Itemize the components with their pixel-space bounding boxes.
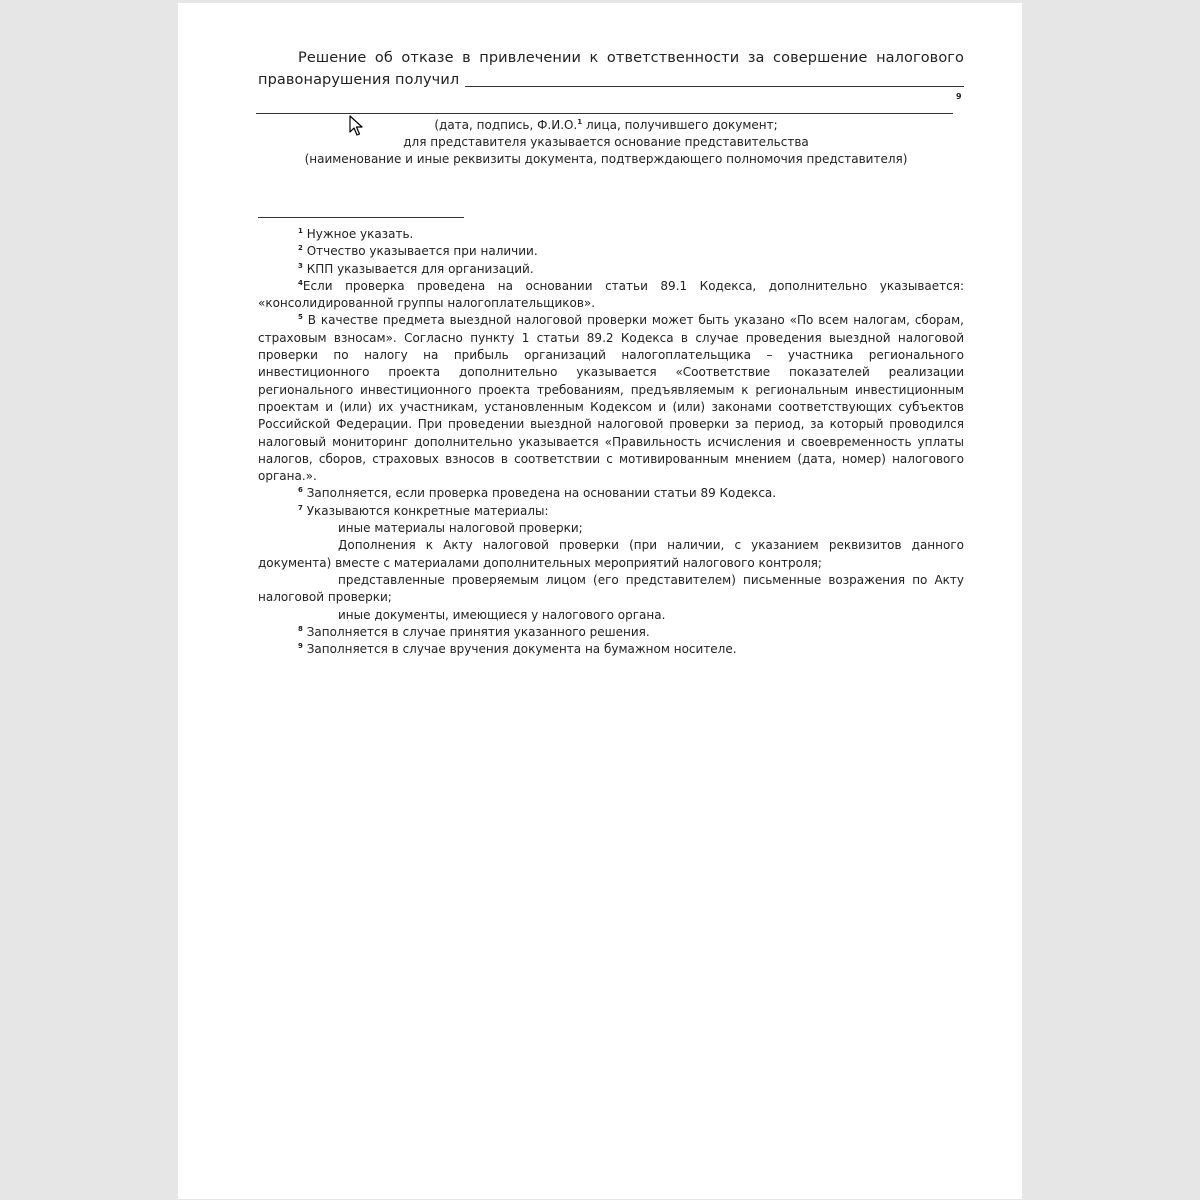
- received-by-label: правонарушения получил: [258, 72, 460, 88]
- caption-line-2: для представителя указывается основание представительства: [403, 135, 809, 149]
- footnote-7-item-2: Дополнения к Акту налоговой проверки (при наличии, с указанием реквизитов данного документа) вместе с материалами дополнительных мероприятий налогового контроля;: [258, 538, 964, 570]
- main-paragraph: [258, 47, 964, 91]
- footnote-4: $^4$Если проверка проведена на основании статьи 89.1 Кодекса, дополнительно указывается: «консолидированной группы налогоплательщиков».: [258, 278, 964, 311]
- footnote-8: $^8$ Заполняется в случае принятия указанного решения.: [298, 624, 650, 639]
- footnotes-section: [258, 226, 964, 658]
- caption-line-1: (дата, подпись, Ф.И.О.$^1$ лица, получившего документ;: [434, 118, 778, 132]
- main-paragraph-line-1: Решение об отказе в привлечении к ответственности за совершение налогового: [298, 50, 964, 66]
- footnote-6: $^6$ Заполняется, если проверка проведена на основании статьи 89 Кодекса.: [298, 486, 777, 501]
- footnote-separator: [258, 217, 464, 218]
- footnote-7: $^7$ Указываются конкретные материалы:: [298, 503, 549, 518]
- footnote-mark-9: 9: [956, 92, 962, 101]
- footnote-7-item-1: иные материалы налоговой проверки;: [338, 521, 583, 536]
- caption-footnote-mark: 1: [577, 118, 583, 126]
- caption-line-3: (наименование и иные реквизиты документа, подтверждающего полномочия представителя): [304, 152, 908, 166]
- recipient-fill-line[interactable]: [465, 72, 964, 87]
- footnote-7-item-3: представленные проверяемым лицом (его представителем) письменные возражения по Акту налоговой проверки;: [258, 572, 964, 605]
- footnote-5: $^5$ В качестве предмета выездной налоговой проверки может быть указано «По всем налогам, сборам, страховым взносам». Согласно пункту 1 статьи 89.2 Кодекса в случае проведения выездной налоговой проверки по налогу на прибыль организаций налогоплательщика – участника регионального инвестиционного проекта дополнительно указывается «Соответствие показателей реализации регионального инвестиционного проекта требованиям, предъявляемым к региональным инвестиционным проектам и (или) их участникам, установленным Кодексом и (или) законами соответствующих субъектов Российской Федерации. При проведении выездной налоговой проверки за период, за который проводился налоговый мониторинг дополнительно указывается «Правильность исчисления и своевременность уплаты налогов, сборов, страховых взносов в соответствии с мотивированным мнением (дата, номер) налогового органа.».: [258, 313, 965, 484]
- footnote-1: $^1$ Нужное указать.: [298, 227, 414, 241]
- main-paragraph-line-2: [258, 69, 964, 91]
- footnote-9: $^9$ Заполняется в случае вручения документа на бумажном носителе.: [298, 642, 737, 657]
- footnote-3: $^3$ КПП указывается для организаций.: [298, 261, 534, 276]
- signature-line[interactable]: [256, 113, 953, 114]
- mouse-pointer-icon: [349, 115, 365, 137]
- footnote-2: $^2$ Отчество указывается при наличии.: [298, 244, 538, 259]
- footnote-7-item-4: иные документы, имеющиеся у налогового органа.: [338, 607, 666, 622]
